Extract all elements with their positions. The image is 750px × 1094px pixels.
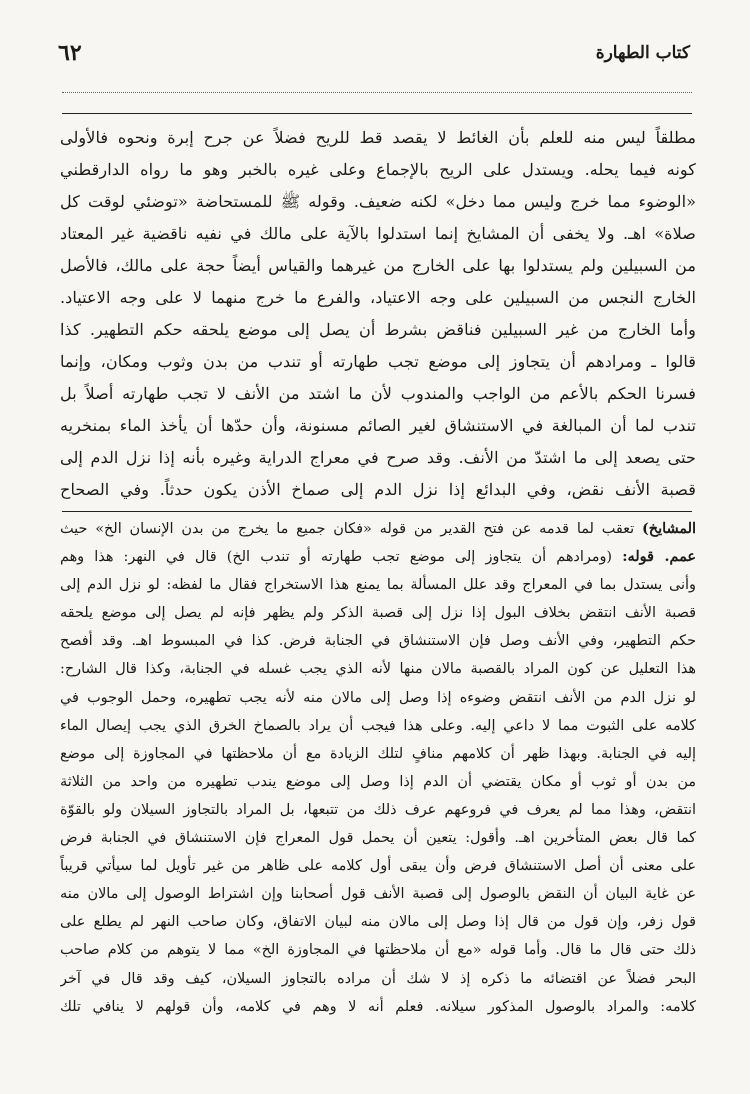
commentary-text: عن غاية البيان أن النقض بالوصول إلى قصبة الأنف قول أصحابنا وإن اشتراط الوصول إلى مالان منه <box>60 886 696 903</box>
main-text-line: من السبيلين ولم يستدلوا بها على الخارج من غيرهما والقياس أيضاً حجة على مالك، فالأصل <box>60 256 696 275</box>
commentary-line <box>60 515 696 543</box>
main-text-line: قالوا ـ ومرادهم أن يتجاوز إلى موضع تجب طهارته أو تندب من بدن وثوب ومكان، وإنما <box>60 352 696 371</box>
commentary-text: لو نزل الدم من الأنف انتقض وضوءه إذا وصل إلى مالان منه لأنه يجب تطهيره، وحمل الوجوب في <box>60 689 696 706</box>
commentary-lemma: المشايخ) <box>641 520 696 537</box>
commentary-line <box>60 936 696 964</box>
commentary-text: انتقض، وهذا مما لم يعرف في فروعهم عرف ذلك من تتبعها، بل المراد بالتجاوز السيلان ولو بالقوّة <box>60 801 696 818</box>
commentary-line <box>60 627 696 655</box>
commentary-line <box>60 824 696 852</box>
main-text-line: حتى يصعد إلى ما اشتدّ من الأنف. وقد صرح في معراج الدراية وغيره بأنه إذا نزل الدم إلى <box>60 448 696 467</box>
commentary-text: قول زفر، وإن قول من قال إذا وصل إلى مالان منه لبيان الاتفاق، وكان صاحب النهر لم يطلع على <box>60 914 696 931</box>
commentary-text: قصبة الأنف انتقض بخلاف البول إذا نزل إلى قصبة الذكر ولم يظهر فإنه لم يصل إلى موضع يلحقه <box>60 605 696 622</box>
commentary-text: تعقب لما قدمه عن فتح القدير من قوله «فكان جميع ما يخرج من بدن الإنسان الخ» حيث <box>60 521 642 537</box>
commentary-line <box>60 880 696 908</box>
commentary-line <box>60 965 696 993</box>
commentary-line <box>60 993 696 1021</box>
commentary-text: من بدن أو ثوب أو مكان يقتضي أن الدم إذا وصل إلى موضع يندب تطهيره من واحد من الثلاثة <box>60 773 696 790</box>
commentary-text: (ومرادهم أن يتجاوز إلى موضع تجب طهارته أو تندب الخ) قال في النهر: هذا وهم <box>60 549 623 566</box>
page-number: ٦٢ <box>58 40 82 66</box>
commentary-text: ذلك حتى قال ما قال. وأما قوله «مع أن ملاحظتها في المجاوزة الخ» مما لا يتوهم من كلام صاحب <box>60 942 696 959</box>
header-divider <box>62 113 692 114</box>
commentary-line <box>60 655 696 683</box>
commentary-text: كلامه: والمراد بالوصول المذكور سيلانه. فعلم أنه لا وهم في كلامه، وأن قولهم لا ينافي تلك <box>60 998 696 1015</box>
main-text-line: قصبة الأنف نقض، وفي البدائع إذا نزل الدم إلى صماخ الأذن يكون حدثاً. وفي الصحاح <box>60 480 696 499</box>
main-text-line: كونه فيما يحله. ويستدل على الريح بالإجماع وعلى غيره بالخبر وهو ما رواه الدارقطني <box>60 160 696 179</box>
main-text-line: تندب لما أن المبالغة في الاستنشاق لغير الصائم مسنونة، وأن حدّها أن يأخذ الماء بمنخريه <box>60 416 696 435</box>
commentary-line <box>60 599 696 627</box>
commentary-line <box>60 543 696 571</box>
commentary-block <box>60 515 696 1035</box>
main-text-line: وأما الخارج من غير السبيلين فناقض بشرط أن يصل إلى موضع يلحقه حكم التطهير. كذا <box>60 320 696 339</box>
commentary-line <box>60 768 696 796</box>
commentary-text: وأنى يستدل بما في المعراج وقد علل المسألة بما يمنع هذا الاستخراج فقال ما لفظه: لو نزل الدم إلى <box>60 577 696 594</box>
commentary-text: هذا التعليل عن كون المراد بالقصبة مالان منها لأنه الذي يجب غسله في الجنابة، وكذا قال الشارح: <box>60 661 696 678</box>
commentary-line <box>60 908 696 936</box>
main-text-line: «الوضوء مما خرج وليس مما دخل» لكنه ضعيف. وقوله ﷺ للمستحاضة «توضئي لوقت كل <box>60 192 696 211</box>
commentary-line <box>60 712 696 740</box>
dotted-divider <box>62 92 692 93</box>
commentary-text: إليه في الجنابة. وبهذا ظهر أن كلامهم منافٍ لتلك الزيادة مع أن ملاحظتها في المجاوزة إلى موضع <box>60 745 696 762</box>
main-text-line: الخارج النجس من السبيلين على وجه الاعتياد، والفرع ما خرج منهما لا على وجه الاعتياد. <box>60 288 696 307</box>
commentary-lemma: عمم. قوله: <box>622 548 696 566</box>
running-title: كتاب الطهارة <box>595 43 690 63</box>
commentary-line <box>60 684 696 712</box>
commentary-text: البحر فضلاً عن اقتضائه ما ذكره إذ لا شك أن مراده بالتجاوز السيلان، كيف وقد قال في آخر <box>60 970 696 987</box>
commentary-text: على معنى أن أصل الاستنشاق فرض وأن يبقى أول كلامه على ظاهر من غير تأويل لما سيأتي قريباً <box>60 858 696 875</box>
main-text-line: صلاة» اهـ. ولا يخفى أن المشايخ إنما استدلوا بالآية على مالك في نفيه ناقضية غير المعتاد <box>60 224 696 243</box>
commentary-text: حكم التطهير، وفي الأنف وصل فإن الاستنشاق في الجنابة فرض. كذا في المبسوط اهـ. وقد أفصح <box>60 633 696 650</box>
main-text-line: فسرنا الحكم بالأعم من الواجب والمندوب لأن ما اشتد من الأنف لا تجب طهارته أصلاً بل <box>60 384 696 403</box>
commentary-divider <box>62 511 692 512</box>
commentary-line <box>60 740 696 768</box>
main-text-line: مطلقاً ليس منه للعلم بأن الغائط لا يقصد قط للريح فضلاً عن جرح إبرة ونحوه فالأولى <box>60 128 696 147</box>
commentary-line <box>60 796 696 824</box>
commentary-text: كلامه على الثبوت مما لا داعي إليه. وعلى هذا فيجب أن يراد بالصماخ الخرق الذي يجب إيصال الماء <box>60 717 696 734</box>
page-header <box>58 38 690 68</box>
commentary-text: كما قال بعض المتأخرين اهـ. وأقول: يتعين أن يحمل قول المعراج فإن الاستنشاق في الجنابة فرض <box>60 830 696 847</box>
commentary-line <box>60 852 696 880</box>
main-text-block <box>60 122 696 506</box>
commentary-line <box>60 571 696 599</box>
